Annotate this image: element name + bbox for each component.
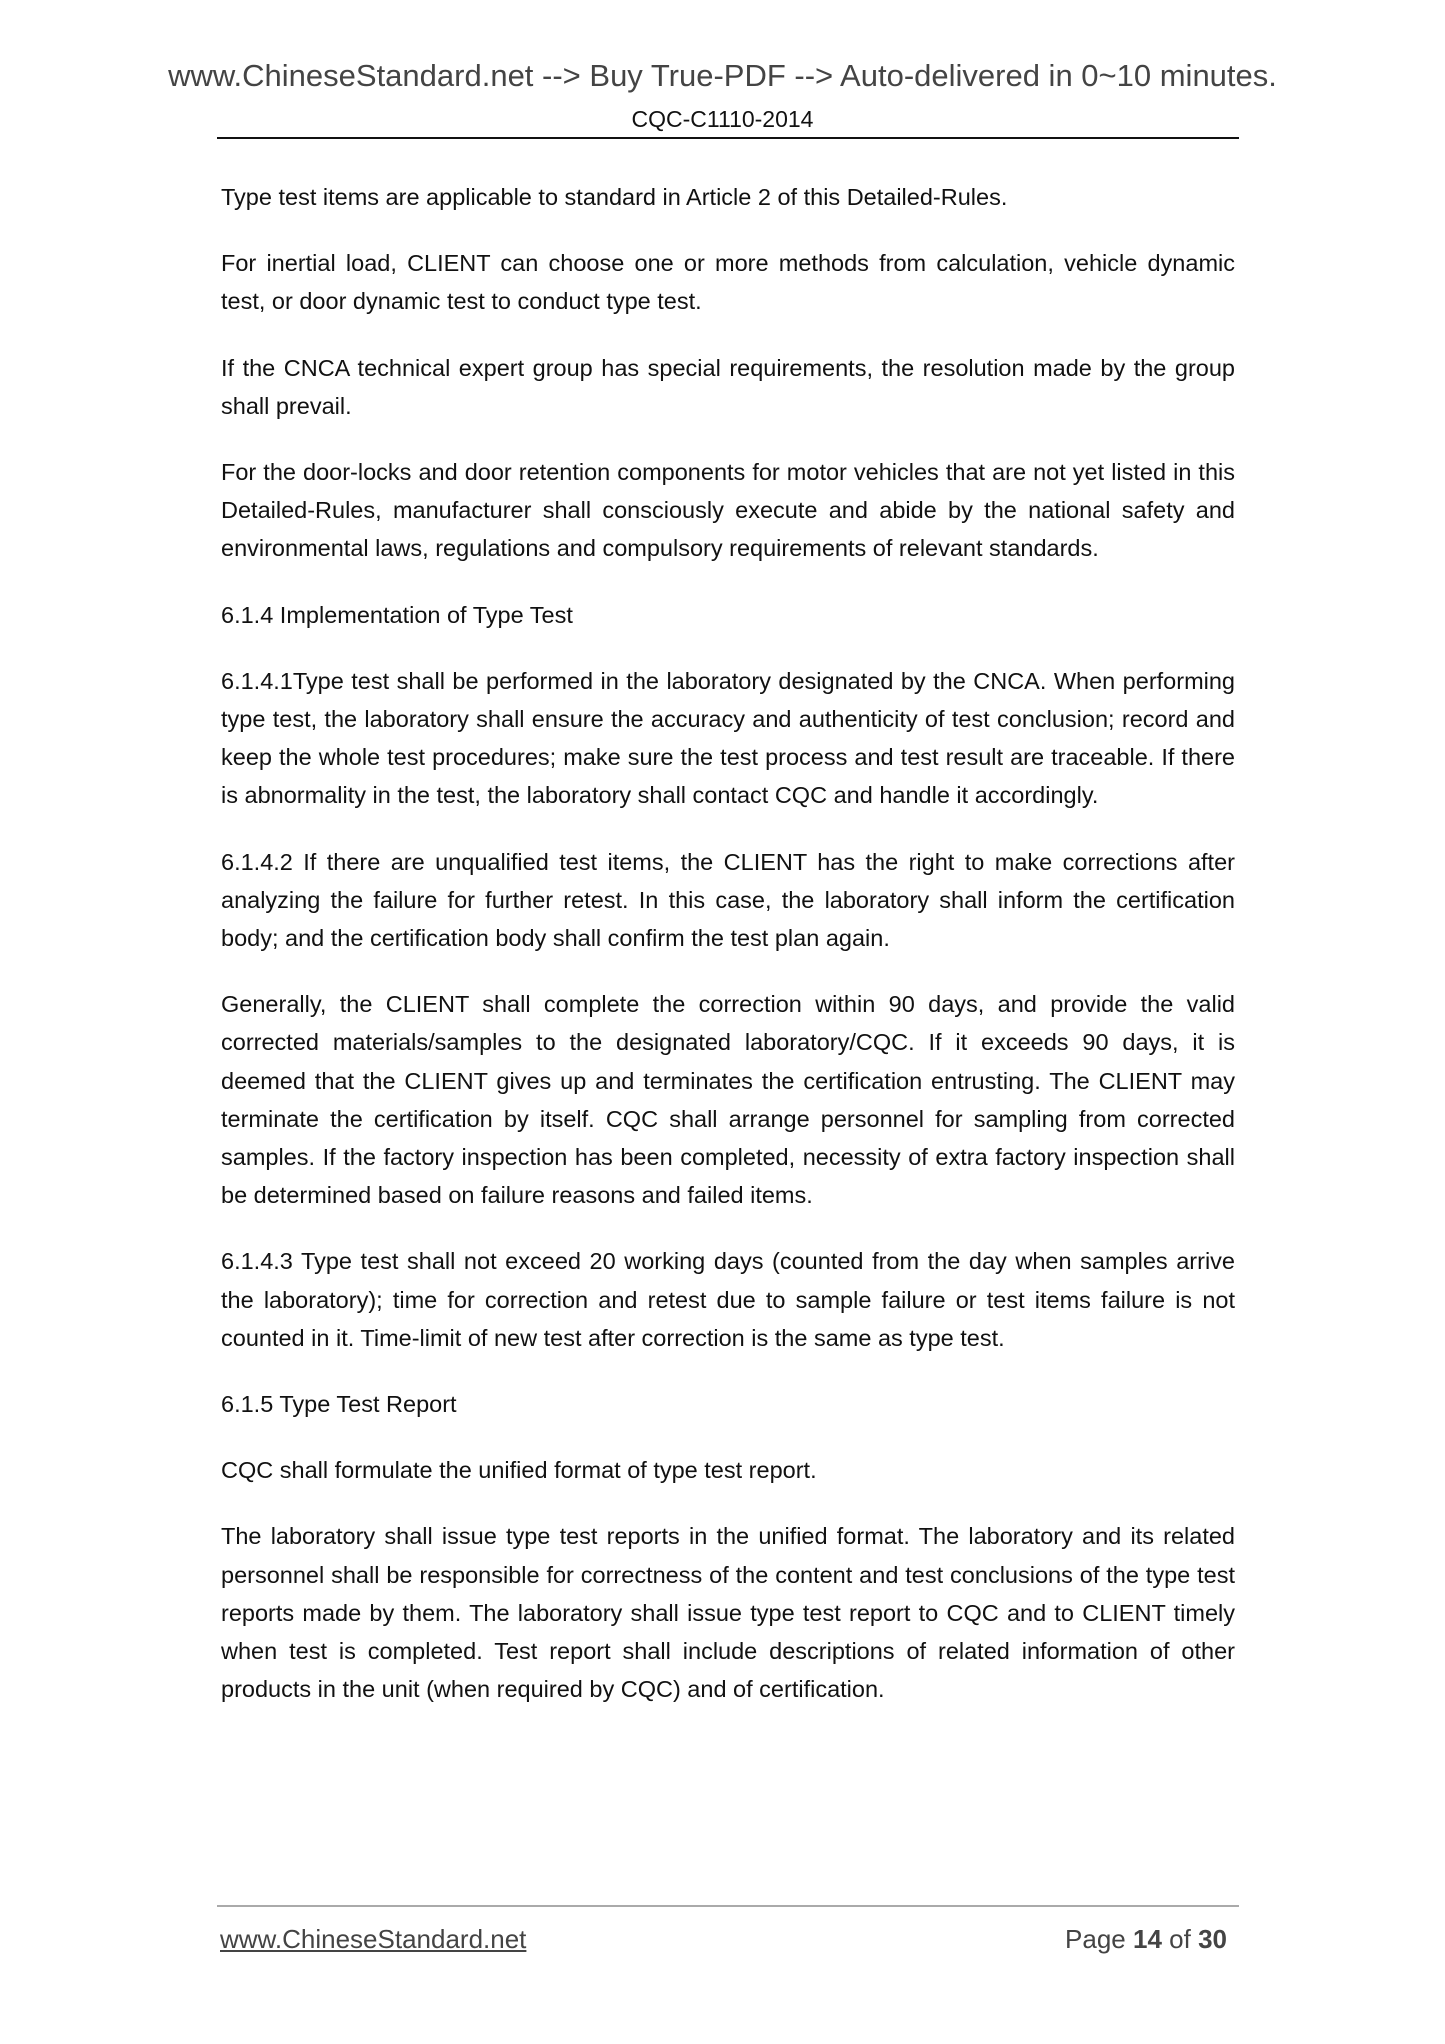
paragraph: For inertial load, CLIENT can choose one or more methods from calculation, vehicle dynamic test, or door dynamic test to conduct type test. [221,250,1235,315]
paragraph: 6.1.4.3 Type test shall not exceed 20 working days (counted from the day when samples arrive the laboratory); time for correction and retest due to sample failure or test items failure is not counted in it. Time-limit of new test after correction is the same as type test. [221,1248,1235,1351]
paragraph: Type test items are applicable to standard in Article 2 of this Detailed-Rules. [221,184,1008,210]
page-total: 30 [1198,1924,1227,1954]
paragraph: 6.1.4.1Type test shall be performed in the laboratory designated by the CNCA. When performing type test, the laboratory shall ensure the accuracy and authenticity of test conclusion; record and keep the whole test procedures; make sure the test process and test result are traceable. If there is abnormality in the test, the laboratory shall contact CQC and handle it accordingly. [221,667,1235,809]
footer-website-link[interactable]: www.ChineseStandard.net [220,1924,527,1954]
paragraph: CQC shall formulate the unified format of type test report. [221,1457,817,1484]
page-of: of [1169,1924,1191,1954]
paragraph: 6.1.4.2 If there are unqualified test items, the CLIENT has the right to make corrections after analyzing the failure for further retest. In this case, the laboratory shall inform the certification body; and the certification body shall confirm the test plan again. [221,848,1235,952]
section-heading: 6.1.4 Implementation of Type Test [221,601,573,628]
document-body [221,178,1235,1737]
header-divider [217,137,1239,139]
page-current: 14 [1133,1924,1162,1954]
paragraph: For the door-locks and door retention components for motor vehicles that are not yet listed in this Detailed-Rules, manufacturer shall consciously execute and abide by the national safety and environmental laws, regulations and compulsory requirements of relevant standards. [221,459,1235,562]
document-code: CQC-C1110-2014 [631,106,814,132]
footer-divider [217,1905,1239,1907]
paragraph: Generally, the CLIENT shall complete the correction within 90 days, and provide the valid corrected materials/samples to the designated laboratory/CQC. If it exceeds 90 days, it is deemed that the CLIENT gives up and terminates the certification entrusting. The CLIENT may terminate the certification by itself. CQC shall arrange personnel for sampling from corrected samples. If the factory inspection has been completed, necessity of extra factory inspection shall be determined based on failure reasons and failed items. [221,991,1235,1209]
paragraph: The laboratory shall issue type test reports in the unified format. The laboratory and its related personnel shall be responsible for correctness of the content and test conclusions of the type test reports made by them. The laboratory shall issue type test report to CQC and to CLIENT timely when test is completed. Test report shall include descriptions of related information of other products in the unit (when required by CQC) and of certification. [221,1523,1235,1703]
paragraph: If the CNCA technical expert group has special requirements, the resolution made by the group shall prevail. [221,354,1235,419]
section-heading: 6.1.5 Type Test Report [221,1391,457,1418]
page-label: Page [1065,1924,1126,1954]
page-number [1065,1924,1227,1955]
header-banner: www.ChineseStandard.net --> Buy True-PDF --> Auto-delivered in 0~10 minutes. [168,58,1277,93]
